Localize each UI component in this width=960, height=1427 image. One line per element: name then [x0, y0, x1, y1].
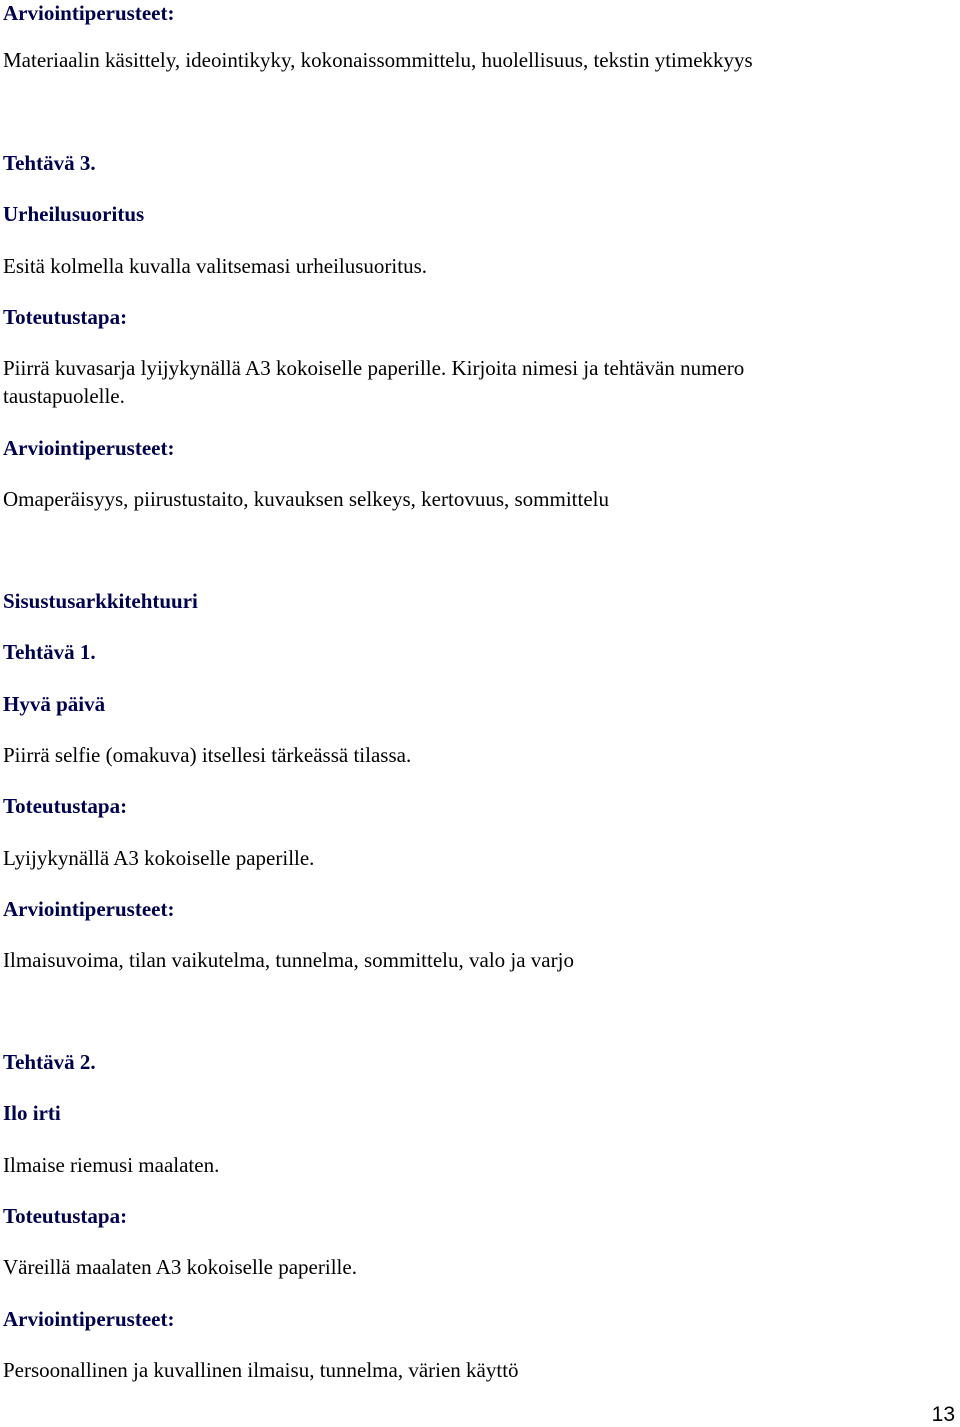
section-heading: Toteutustapa: — [3, 305, 128, 329]
paragraph-text: Persoonallinen ja kuvallinen ilmaisu, tunnelma, värien käyttö — [3, 1358, 519, 1382]
section-heading: Arviointiperusteet: — [3, 436, 175, 460]
section-heading: Arviointiperusteet: — [3, 1307, 175, 1331]
paragraph-text: Omaperäisyys, piirustustaito, kuvauksen selkeys, kertovuus, sommittelu — [3, 487, 610, 511]
task-title-heading: Hyvä päivä — [3, 692, 106, 716]
task-number-heading: Tehtävä 3. — [3, 151, 96, 175]
page-number: 13 — [931, 1403, 955, 1426]
paragraph-text: Ilmaise riemusi maalaten. — [3, 1153, 220, 1177]
paragraph-text: Ilmaisuvoima, tilan vaikutelma, tunnelma, sommittelu, valo ja varjo — [3, 948, 574, 972]
task-number-heading: Tehtävä 1. — [3, 640, 96, 664]
section-heading: Arviointiperusteet: — [3, 1, 175, 25]
category-heading: Sisustusarkkitehtuuri — [3, 589, 198, 613]
paragraph-text: Väreillä maalaten A3 kokoiselle paperille. — [3, 1255, 357, 1279]
task-number-heading: Tehtävä 2. — [3, 1050, 96, 1074]
paragraph-text: Piirrä selfie (omakuva) itsellesi tärkeässä tilassa. — [3, 743, 412, 767]
section-heading: Arviointiperusteet: — [3, 897, 175, 921]
section-heading: Toteutustapa: — [3, 1204, 128, 1228]
section-heading: Toteutustapa: — [3, 794, 128, 818]
paragraph-text: taustapuolelle. — [3, 384, 125, 408]
paragraph-text: Lyijykynällä A3 kokoiselle paperille. — [3, 846, 315, 870]
task-title-heading: Urheilusuoritus — [3, 202, 145, 226]
paragraph-text: Piirrä kuvasarja lyijykynällä A3 kokoiselle paperille. Kirjoita nimesi ja tehtävän numero — [3, 356, 745, 380]
task-title-heading: Ilo irti — [3, 1101, 61, 1125]
paragraph-text: Esitä kolmella kuvalla valitsemasi urheilusuoritus. — [3, 254, 427, 278]
paragraph-text: Materiaalin käsittely, ideointikyky, kokonaissommittelu, huolellisuus, tekstin ytimekkyys — [3, 48, 753, 72]
